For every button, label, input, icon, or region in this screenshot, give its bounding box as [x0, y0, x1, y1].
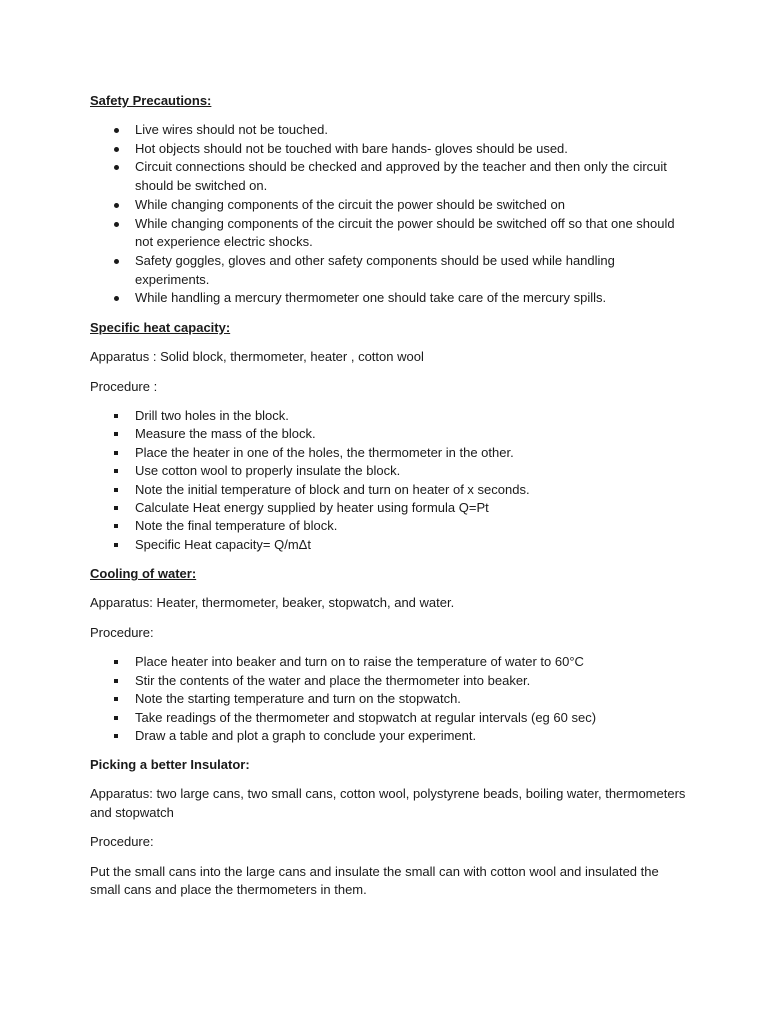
insulator-heading: Picking a better Insulator: [90, 757, 250, 773]
specific-heat-heading: Specific heat capacity: [90, 320, 231, 336]
safety-list [90, 121, 690, 308]
list-item: Safety goggles, gloves and other safety components should be used while handling experiments. [90, 252, 690, 289]
list-item: While changing components of the circuit the power should be switched on [90, 196, 690, 215]
insulator-apparatus: Apparatus: two large cans, two small cans, cotton wool, polystyrene beads, boiling water, thermometers and stopwatch [90, 786, 686, 820]
cooling-procedure-label: Procedure: [90, 624, 154, 640]
list-item: Calculate Heat energy supplied by heater using formula Q=Pt [90, 499, 690, 517]
list-item: Note the starting temperature and turn on the stopwatch. [90, 690, 690, 708]
insulator-procedure-label: Procedure: [90, 834, 154, 850]
list-item: Place heater into beaker and turn on to raise the temperature of water to 60°C [90, 653, 690, 671]
insulator-procedure-text: Put the small cans into the large cans and insulate the small can with cotton wool and insulated the small cans and place the thermometers in them. [90, 863, 659, 898]
list-item: While changing components of the circuit the power should be switched off so that one should not experience electric shocks. [90, 215, 690, 252]
list-item: Measure the mass of the block. [90, 425, 690, 443]
cooling-apparatus: Apparatus: Heater, thermometer, beaker, stopwatch, and water. [90, 595, 455, 611]
list-item: Place the heater in one of the holes, the thermometer in the other. [90, 444, 690, 462]
cooling-heading: Cooling of water: [90, 566, 197, 582]
cooling-steps [90, 653, 690, 745]
specific-heat-apparatus: Apparatus : Solid block, thermometer, heater , cotton wool [90, 349, 424, 365]
list-item: Circuit connections should be checked and approved by the teacher and then only the circuit should be switched on. [90, 158, 690, 195]
list-item: Take readings of the thermometer and stopwatch at regular intervals (eg 60 sec) [90, 709, 690, 727]
list-item: Specific Heat capacity= Q/mΔt [90, 536, 690, 554]
list-item: Live wires should not be touched. [90, 121, 690, 140]
list-item: Note the initial temperature of block and turn on heater of x seconds. [90, 481, 690, 499]
list-item: Stir the contents of the water and place the thermometer into beaker. [90, 672, 690, 690]
document-page [90, 92, 690, 911]
list-item: Note the final temperature of block. [90, 517, 690, 535]
list-item: Draw a table and plot a graph to conclude your experiment. [90, 727, 690, 745]
list-item: Drill two holes in the block. [90, 407, 690, 425]
list-item: Use cotton wool to properly insulate the block. [90, 462, 690, 480]
specific-heat-procedure-label: Procedure : [90, 378, 158, 394]
list-item: Hot objects should not be touched with bare hands- gloves should be used. [90, 140, 690, 159]
list-item: While handling a mercury thermometer one should take care of the mercury spills. [90, 289, 690, 308]
specific-heat-steps [90, 407, 690, 554]
safety-heading: Safety Precautions: [90, 93, 212, 108]
